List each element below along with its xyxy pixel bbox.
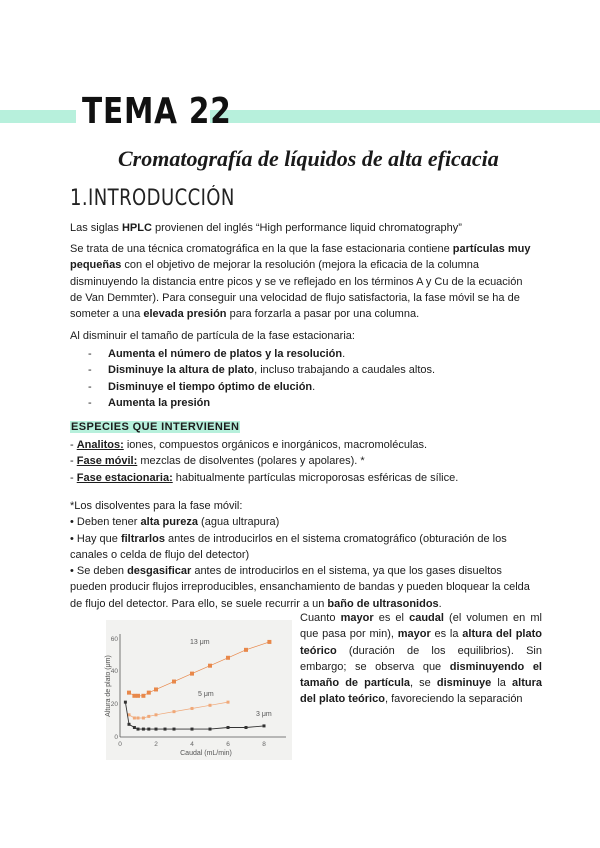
species-list: - Analitos: iones, compuestos orgánicos e inorgánicos, macromoléculas. - Fase móvil: mezclas de disolventes (polares y apolares). * - Fase estacionaria: habitualmente partículas microporosas esféricas de sílice. (70, 439, 459, 484)
y-axis-label: Altura de plato (μm) (105, 655, 112, 717)
data-point-3m (209, 728, 212, 731)
y-tick-label: 0 (114, 734, 118, 741)
data-point-13m (147, 691, 151, 695)
data-point-13m (267, 640, 271, 644)
series-line-13m (129, 642, 269, 696)
data-point-3m (173, 728, 176, 731)
series-line-5m (129, 702, 228, 718)
data-point-5m (209, 704, 212, 707)
data-point-13m (172, 680, 176, 684)
header-band-left (0, 110, 76, 123)
x-axis-label: Caudal (mL/min) (180, 750, 232, 757)
data-point-5m (227, 701, 230, 704)
data-point-5m (191, 707, 194, 710)
x-tick-label: 8 (262, 741, 266, 748)
data-point-3m (128, 723, 131, 726)
data-point-3m (124, 701, 127, 704)
data-point-5m (155, 713, 158, 716)
list-item: - Aumenta la presión (88, 395, 528, 411)
page-subtitle: Cromatografía de líquidos de alta eficacia (118, 146, 499, 171)
series-label-13um: 13 μm (190, 639, 210, 646)
data-point-3m (147, 728, 150, 731)
x-tick-label: 0 (118, 741, 122, 748)
y-tick-label: 40 (110, 668, 118, 675)
plate-height-chart (106, 620, 292, 760)
x-tick-label: 6 (226, 741, 230, 748)
data-point-13m (208, 664, 212, 668)
data-point-13m (226, 656, 230, 660)
bullet-list (88, 346, 528, 411)
data-point-3m (227, 726, 230, 729)
data-point-3m (191, 728, 194, 731)
data-point-5m (147, 715, 150, 718)
data-point-13m (141, 694, 145, 698)
intro-paragraph-2: Se trata de una técnica cromatográfica en la que la fase estacionaria contiene partículas muy pequeñas con el objetivo de mejorar la resolución (mejora la eficacia de la columna disminuyendo la distancia entre picos y se ve reflejado en los términos A y Cu de la ecuación de Van Demmter). Para conseguir una velocidad de flujo satisfactoria, la fase móvil se ha de someter a una elevada presión para forzarla a pasar por una columna. (70, 243, 531, 321)
intro-paragraph-1: Las siglas HPLC provienen del inglés “High performance liquid chromatography” (70, 222, 462, 234)
data-point-3m (137, 728, 140, 731)
data-point-3m (142, 728, 145, 731)
y-tick-label: 60 (110, 636, 118, 643)
chart-canvas (106, 620, 292, 760)
series-line-3m (125, 702, 264, 729)
series-label-3um: 3 μm (256, 711, 272, 718)
header-band-right (210, 110, 600, 123)
data-point-13m (132, 694, 136, 698)
data-point-13m (127, 691, 131, 695)
series-label-5um: 5 μm (198, 691, 214, 698)
page-title: TEMA 22 (82, 91, 232, 132)
list-item: - Disminuye la altura de plato, incluso trabajando a caudales altos. (88, 362, 528, 378)
x-tick-label: 4 (190, 741, 194, 748)
data-point-13m (154, 687, 158, 691)
intro-paragraph-3: Al disminuir el tamaño de partícula de la fase estacionaria: (70, 330, 355, 342)
data-point-5m (133, 716, 136, 719)
data-point-3m (133, 726, 136, 729)
solvents-paragraph: *Los disolventes para la fase móvil: • Deben tener alta pureza (agua ultrapura) • Hay que filtrarlos antes de introducirlos en el sistema cromatográfico (obturación de los canales o celda de flujo del detector) • Se deben desgasificar antes de introducirlos en el sistema, ya que los gases disueltos pueden producir flujos irreproducibles, ensanchamiento de bandas y pueden bloquear la celda de flujo del detector. Para ello, se suele recurrir a un baño de ultrasonidos. (70, 500, 530, 610)
list-item: - Disminuye el tiempo óptimo de elución. (88, 379, 528, 395)
hplc-term: HPLC (121, 222, 152, 234)
data-point-13m (136, 694, 140, 698)
data-point-5m (142, 716, 145, 719)
data-point-3m (164, 728, 167, 731)
data-point-5m (173, 710, 176, 713)
data-point-3m (245, 726, 248, 729)
list-item: - Aumenta el número de platos y la resolución. (88, 346, 528, 362)
x-tick-label: 2 (154, 741, 158, 748)
data-point-3m (263, 724, 266, 727)
data-point-3m (155, 728, 158, 731)
data-point-5m (137, 716, 140, 719)
section-heading: 1.INTRODUCCIÓN (70, 186, 235, 211)
species-heading: ESPECIES QUE INTERVIENEN (71, 421, 240, 433)
data-point-13m (244, 648, 248, 652)
data-point-13m (190, 672, 194, 676)
chart-explanation: Cuanto mayor es el caudal (el volumen en ml que pasa por min), mayor es la altura del plato teórico (duración de los equilibrios). Sin embargo; se observa que disminuyendo el tamaño de partícula, se disminuye la altura del plato teórico, favoreciendo la separación (300, 612, 542, 706)
y-tick-label: 20 (110, 701, 118, 708)
